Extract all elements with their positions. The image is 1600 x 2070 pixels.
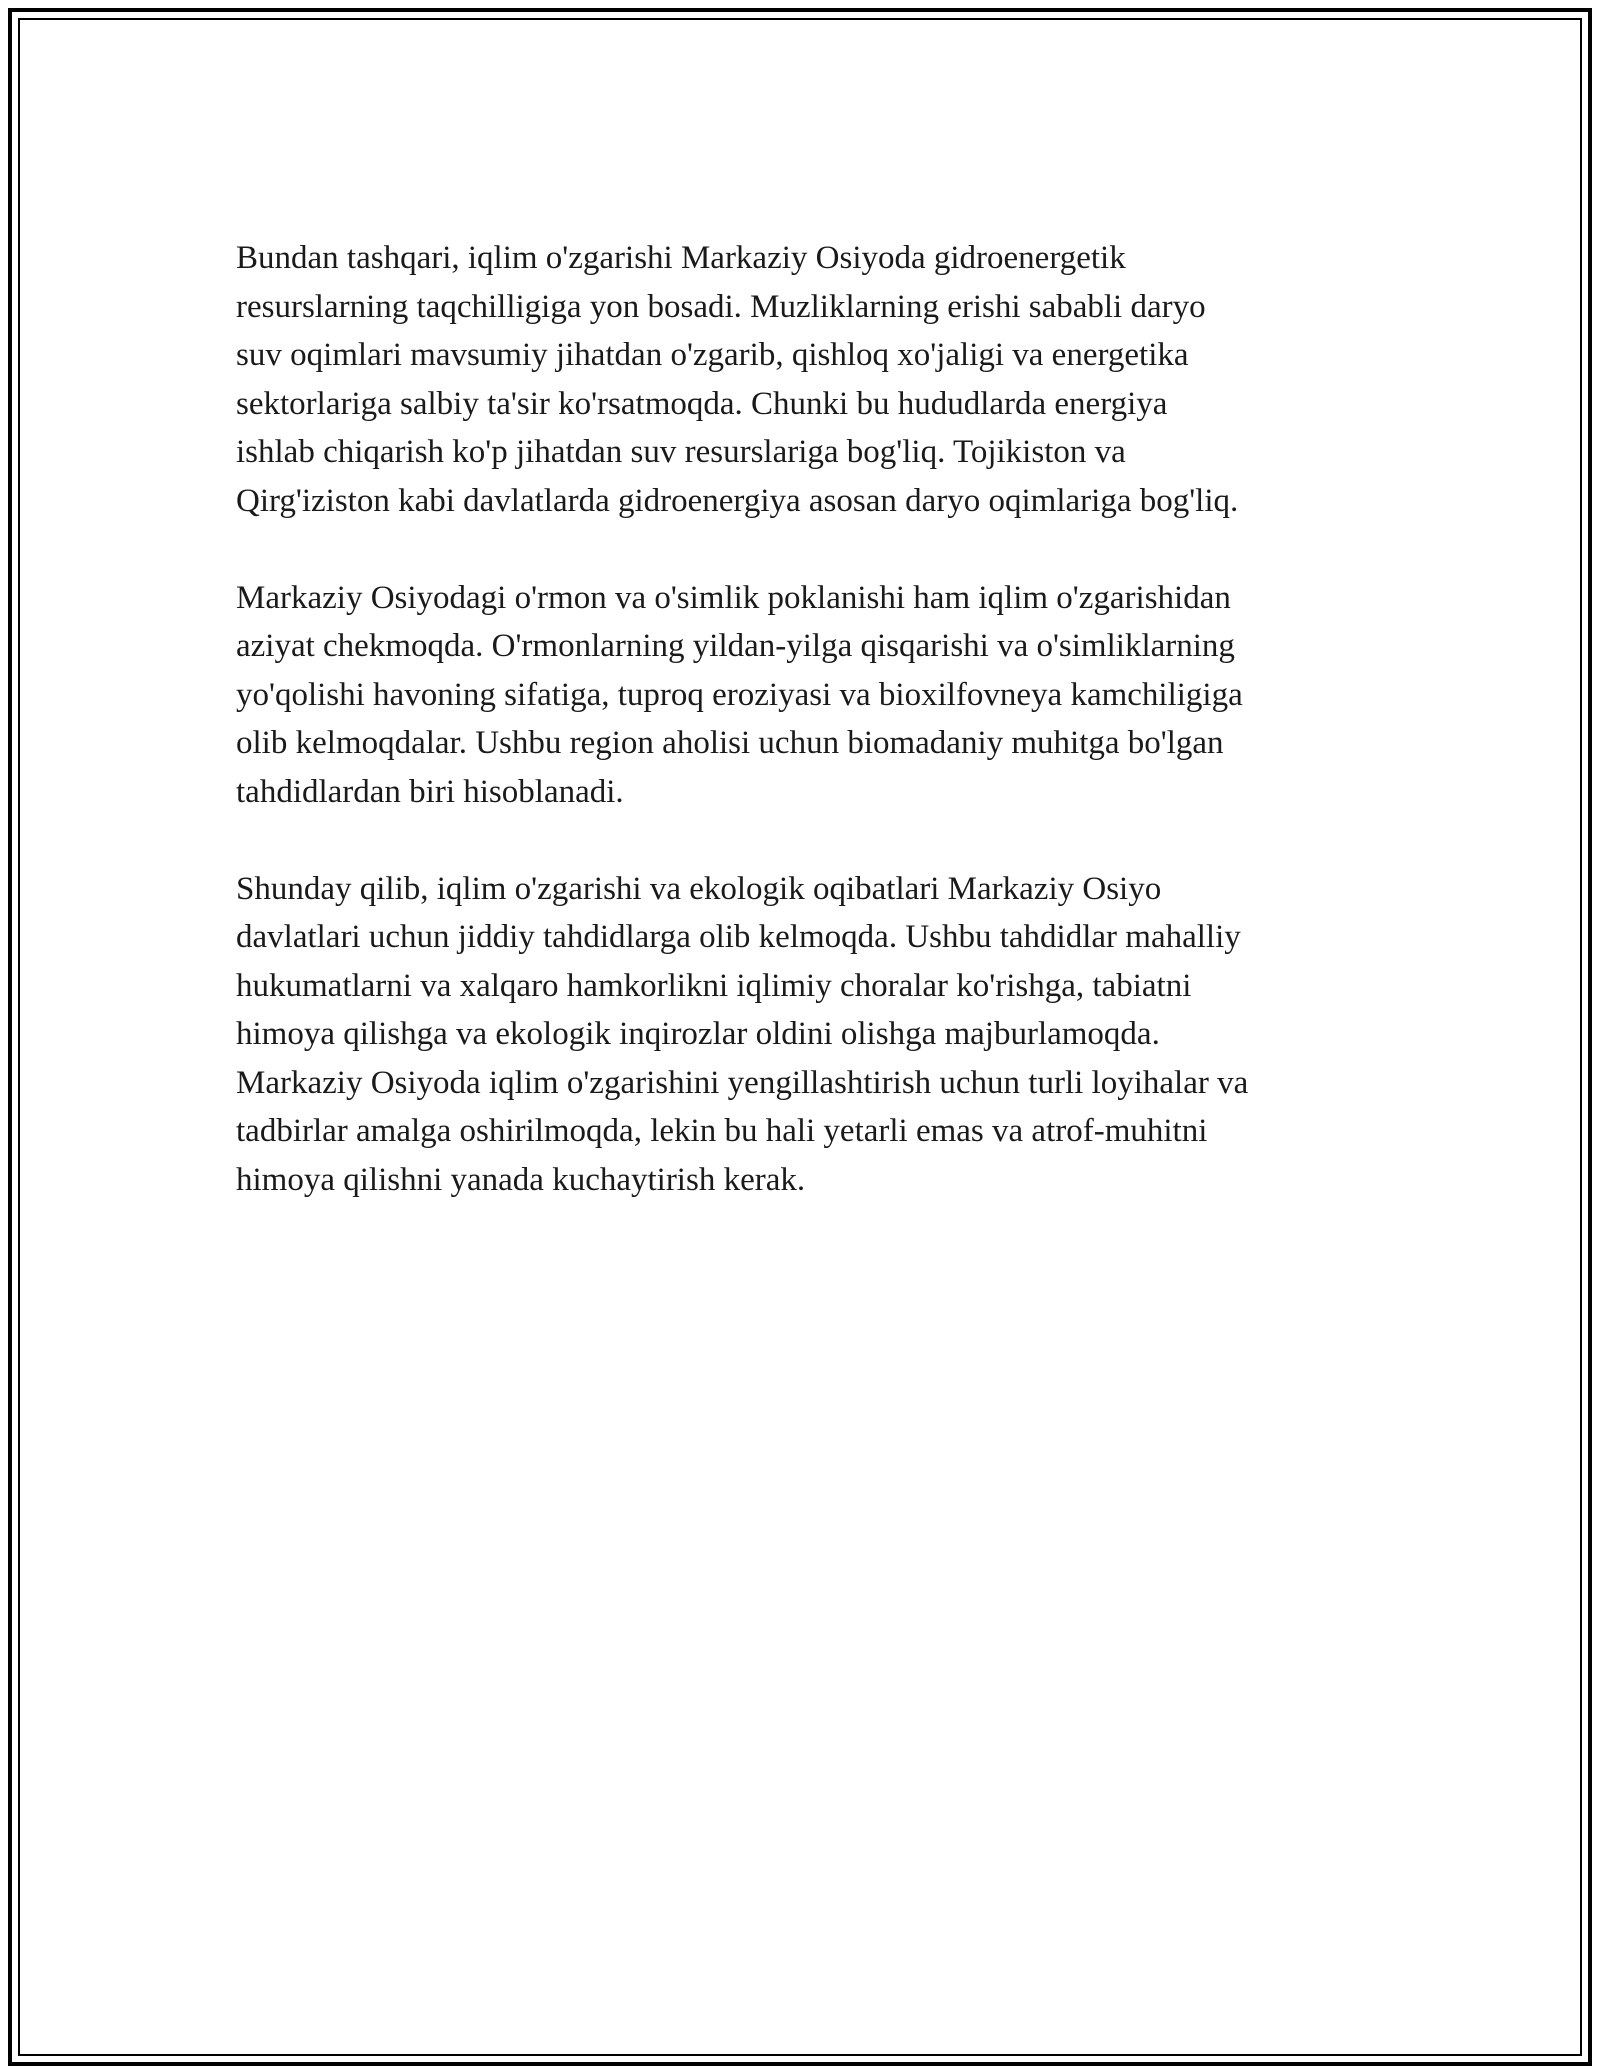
paragraph-1 — [236, 234, 1366, 525]
text-line: sektorlariga salbiy ta'sir ko'rsatmoqda. Chunki bu hududlarda energiya — [236, 385, 1168, 422]
text-line: himoya qilishni yanada kuchaytirish kerak. — [236, 1161, 806, 1198]
text-line: himoya qilishga va ekologik inqirozlar oldini olishga majburlamoqda. — [236, 1016, 1160, 1052]
text-line: Qirg'iziston kabi davlatlarda gidroenergiya asosan daryo oqimlariga bog'liq. — [236, 482, 1239, 519]
text-line: resurslarning taqchilligiga yon bosadi. Muzliklarning erishi sababli daryo — [236, 288, 1206, 325]
text-line: Markaziy Osiyodagi o'rmon va o'simlik poklanishi ham iqlim o'zgarishidan — [236, 579, 1231, 616]
text-line: aziyat chekmoqda. O'rmonlarning yildan-yilga qisqarishi va o'simliklarning — [236, 628, 1235, 664]
text-line: hukumatlarni va xalqaro hamkorlikni iqlimiy choralar ko'rishga, tabiatni — [236, 967, 1192, 1004]
text-line: tadbirlar amalga oshirilmoqda, lekin bu hali yetarli emas va atrof-muhitni — [236, 1113, 1208, 1149]
text-line: Bundan tashqari, iqlim o'zgarishi Markaziy Osiyoda gidroenergetik — [236, 240, 1126, 276]
text-line: davlatlari uchun jiddiy tahdidlarga olib kelmoqda. Ushbu tahdidlar mahalliy — [236, 919, 1241, 955]
text-line: Markaziy Osiyoda iqlim o'zgarishini yengillashtirish uchun turli loyihalar va — [236, 1064, 1249, 1101]
text-line: olib kelmoqdalar. Ushbu region aholisi uchun biomadaniy muhitga bo'lgan — [236, 725, 1224, 761]
paragraph-3 — [236, 865, 1366, 1205]
text-line: Shunday qilib, iqlim o'zgarishi va ekologik oqibatlari Markaziy Osiyo — [236, 870, 1162, 907]
text-line: suv oqimlari mavsumiy jihatdan o'zgarib, qishloq xo'jaligi va energetika — [236, 337, 1189, 373]
document-body — [236, 234, 1366, 1253]
text-line: yo'qolishi havoning sifatiga, tuproq eroziyasi va bioxilfovneya kamchiligiga — [236, 676, 1243, 713]
text-line: ishlab chiqarish ko'p jihatdan suv resurslariga bog'liq. Tojikiston va — [236, 434, 1126, 470]
paragraph-2 — [236, 574, 1366, 817]
text-line: tahdidlardan biri hisoblanadi. — [236, 773, 624, 810]
